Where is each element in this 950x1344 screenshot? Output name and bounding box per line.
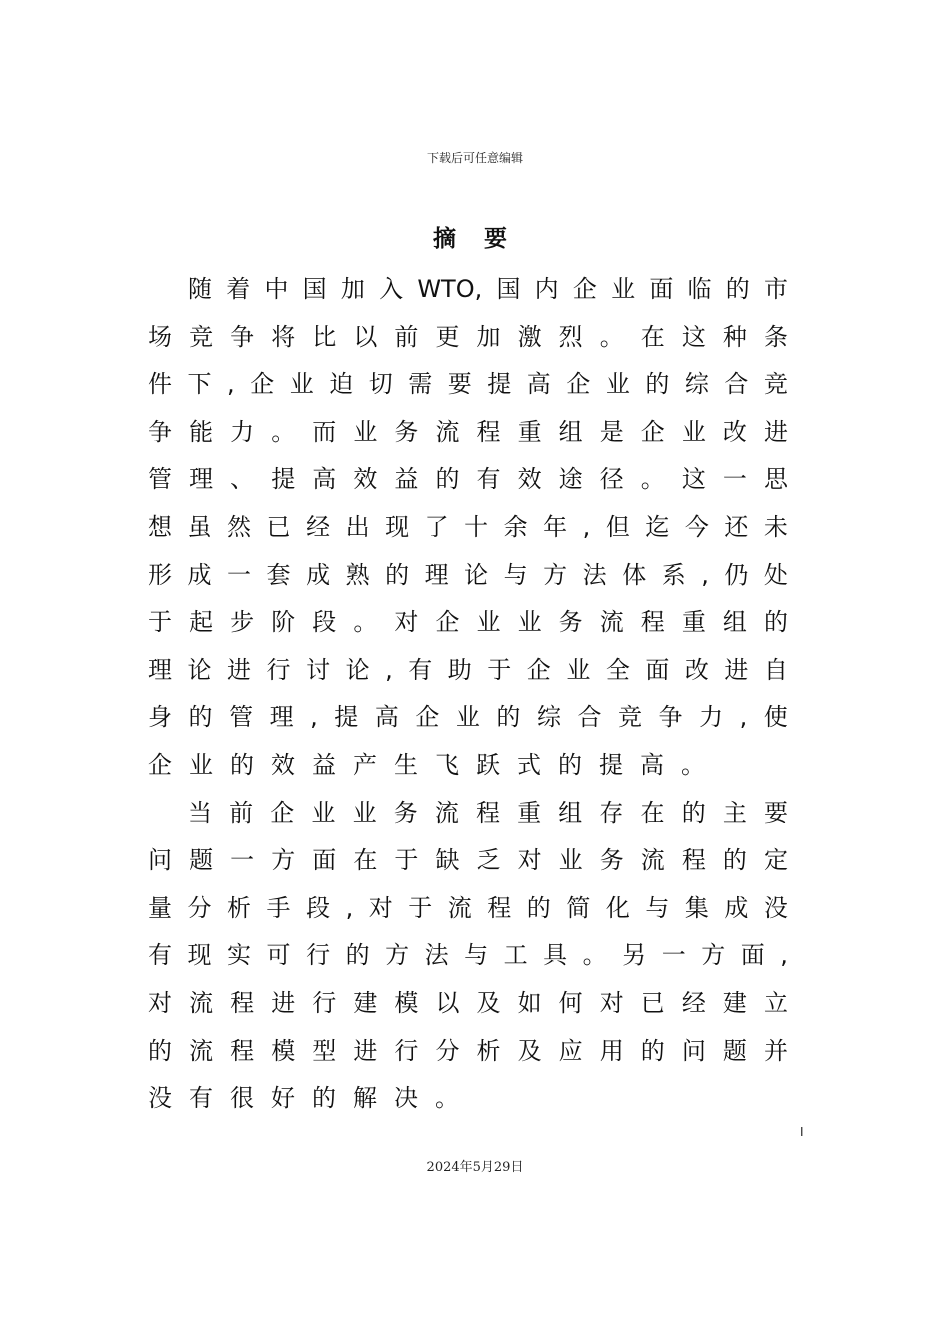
text-line: 场 竞 争 将 比 以 前 更 加 激 烈 。 在 这 种 条	[148, 322, 788, 351]
text-line: 当 前 企 业 业 务 流 程 重 组 存 在 的 主 要	[188, 798, 788, 827]
text-line: 争 能 力 。 而 业 务 流 程 重 组 是 企 业 改 进	[148, 417, 788, 446]
footer-date: 2024年5月29日	[426, 1160, 524, 1175]
text-line: 量 分 析 手 段 , 对 于 流 程 的 简 化 与 集 成 没	[148, 893, 788, 922]
text-line: 理 论 进 行 讨 论 , 有 助 于 企 业 全 面 改 进 自	[148, 655, 788, 684]
download-note: 下载后可任意编辑	[426, 151, 523, 165]
text-line: 企 业 的 效 益 产 生 飞 跃 式 的 提 高 。	[148, 750, 705, 779]
text-line: 对 流 程 进 行 建 模 以 及 如 何 对 已 经 建 立	[148, 988, 788, 1017]
text-line: 问 题 一 方 面 在 于 缺 乏 对 业 务 流 程 的 定	[148, 846, 788, 875]
text-line: 件 下 , 企 业 迫 切 需 要 提 高 企 业 的 综 合 竞	[148, 370, 788, 399]
page-number: I	[800, 1125, 804, 1139]
text-line: 身 的 管 理 , 提 高 企 业 的 综 合 竞 争 力 , 使	[148, 703, 788, 732]
text-line: 于 起 步 阶 段 。 对 企 业 业 务 流 程 重 组 的	[148, 608, 788, 637]
text-line: 想 虽 然 已 经 出 现 了 十 余 年 , 但 迄 今 还 未	[148, 512, 788, 541]
text-line: 没 有 很 好 的 解 决 。	[148, 1084, 459, 1113]
text-line: 的 流 程 模 型 进 行 分 析 及 应 用 的 问 题 并	[148, 1036, 788, 1065]
text-line: 管 理 、 提 高 效 益 的 有 效 途 径 。 这 一 思	[148, 465, 788, 494]
text-line: 有 现 实 可 行 的 方 法 与 工 具 。 另 一 方 面 ,	[148, 941, 788, 970]
paragraph-1	[148, 266, 788, 790]
paragraph-2	[148, 790, 788, 1123]
abstract-body	[148, 266, 788, 1123]
text-line: 形 成 一 套 成 熟 的 理 论 与 方 法 体 系 , 仍 处	[148, 560, 788, 589]
text-line: 随 着 中 国 加 入 WTO, 国 内 企 业 面 临 的 市	[188, 275, 788, 303]
abstract-title: 摘 要	[432, 226, 517, 252]
